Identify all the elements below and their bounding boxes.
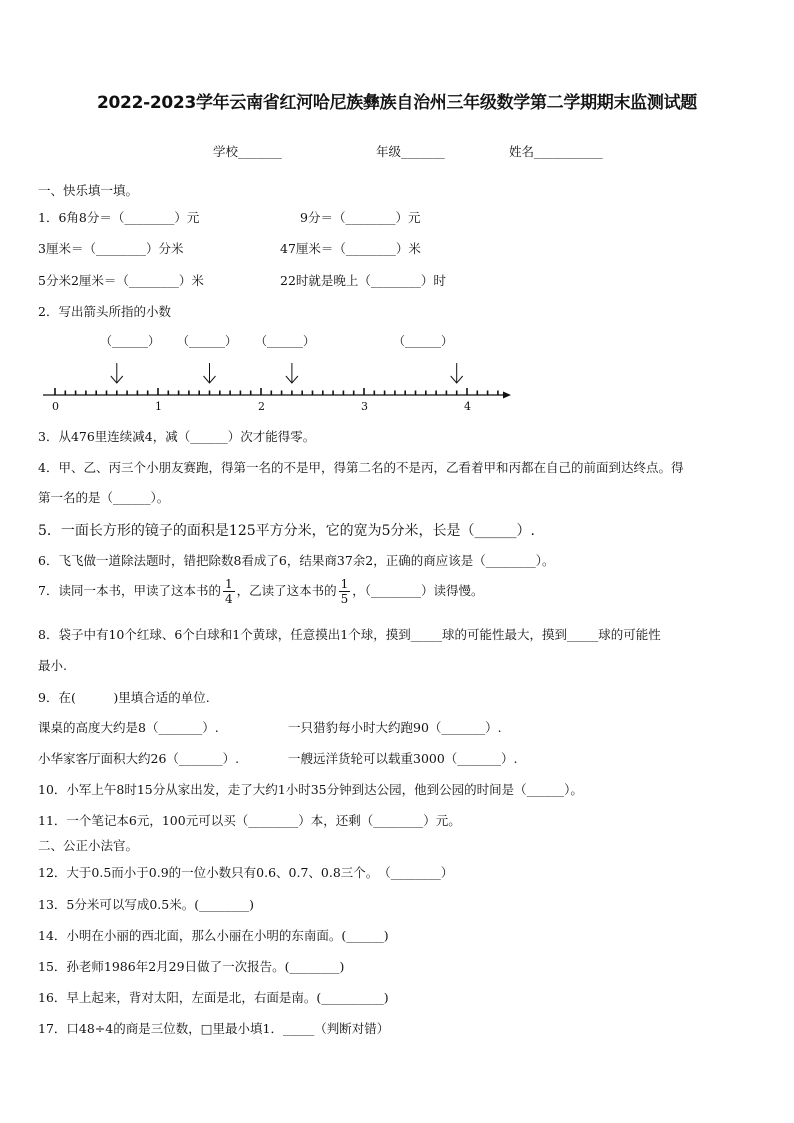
fraction-numerator: 1: [340, 577, 349, 591]
question-1b: 9分＝（________）元: [300, 210, 421, 225]
number-line-label: 2: [258, 400, 265, 412]
question-1f: 22时就是晚上（________）时: [280, 273, 446, 288]
number-line-label: 1: [155, 400, 162, 412]
arrow-blank: （______）: [393, 334, 454, 348]
arrow-blank: （______）: [100, 334, 161, 348]
question-3: 3．从476里连续减4，减（______）次才能得零。: [38, 429, 316, 444]
question-9d: 一艘远洋货轮可以载重3000（_______）.: [288, 751, 518, 766]
fraction-denominator: 5: [340, 592, 349, 606]
question-2: 2．写出箭头所指的小数: [38, 304, 171, 319]
question-1d: 47厘米＝（________）米: [280, 241, 421, 256]
question-9b: 一只猎豹每小时大约跑90（_______）.: [288, 720, 502, 735]
question-11: 11．一个笔记本6元，100元可以买（________）本，还剩（________）元。: [38, 813, 461, 828]
question-16: 16．早上起来，背对太阳，左面是北，右面是南。(__________): [38, 990, 389, 1005]
name-field: 姓名___________: [509, 144, 603, 159]
question-1e: 5分米2厘米＝（________）米: [38, 273, 204, 288]
question-8-line1: 8．袋子中有10个红球、6个白球和1个黄球，任意摸出1个球，摸到_____球的可能性最大，摸到_____球的可能性: [38, 627, 661, 642]
question-7: [38, 578, 484, 605]
page-title: 2022-2023学年云南省红河哈尼族彝族自治州三年级数学第二学期期末监测试题: [97, 93, 697, 113]
question-14: 14．小明在小丽的西北面，那么小丽在小明的东南面。(______): [38, 928, 389, 943]
question-4-line1: 4．甲、乙、丙三个小朋友赛跑，得第一名的不是甲，得第二名的不是丙，乙看着甲和丙都在自己的前面到达终点。得: [38, 460, 684, 475]
number-line-arrowhead: [503, 392, 511, 399]
section-heading-fill: 一、快乐填一填。: [38, 183, 139, 198]
question-7-part3: ，（________）读得慢。: [352, 583, 484, 598]
question-6: 6．飞飞做一道除法题时，错把除数8看成了6，结果商37余2，正确的商应该是（________）。: [38, 553, 555, 568]
fraction-denominator: 4: [224, 592, 233, 606]
question-1c: 3厘米＝（________）分米: [38, 241, 184, 256]
question-12: 12．大于0.5而小于0.9的一位小数只有0.6、0.7、0.8三个。 （________）: [38, 865, 454, 880]
question-7-part2: ，乙读了这本书的: [236, 583, 337, 598]
question-17: 17．口48÷4的商是三位数，□里最小填1．_____（判断对错）: [38, 1021, 390, 1036]
number-line-label: 3: [361, 400, 368, 412]
number-line-label: 4: [464, 400, 471, 412]
question-7-part1: 7．读同一本书，甲读了这本书的: [38, 583, 221, 598]
section-heading-judge: 二、公正小法官。: [38, 838, 139, 853]
question-9: 9．在( )里填合适的单位.: [38, 690, 210, 705]
number-line-label: 0: [52, 400, 59, 412]
fraction-numerator: 1: [224, 577, 233, 591]
question-4-line2: 第一名的是（______）。: [38, 490, 170, 505]
number-line-figure: [30, 328, 520, 412]
arrow-blank: （______）: [255, 334, 316, 348]
question-1a: 1．6角8分＝（________）元: [38, 210, 200, 225]
fraction-one-quarter: [223, 578, 235, 605]
fraction-one-fifth: [339, 578, 351, 605]
question-9c: 小华家客厅面积大约26（_______）.: [38, 751, 240, 766]
question-8-line2: 最小.: [38, 658, 67, 673]
school-field: 学校_______: [213, 144, 282, 159]
question-10: 10．小军上午8时15分从家出发，走了大约1小时35分钟到达公园，他到公园的时间是（______）。: [38, 782, 583, 797]
question-13: 13．5分米可以写成0.5米。(________): [38, 897, 254, 912]
arrow-blank: （______）: [177, 334, 238, 348]
grade-field: 年级_______: [376, 144, 445, 159]
question-15: 15．孙老师1986年2月29日做了一次报告。(________): [38, 959, 345, 974]
question-5: 5．一面长方形的镜子的面积是125平方分米，它的宽为5分米，长是（______）.: [38, 523, 535, 539]
question-9a: 课桌的高度大约是8（_______）.: [38, 720, 219, 735]
